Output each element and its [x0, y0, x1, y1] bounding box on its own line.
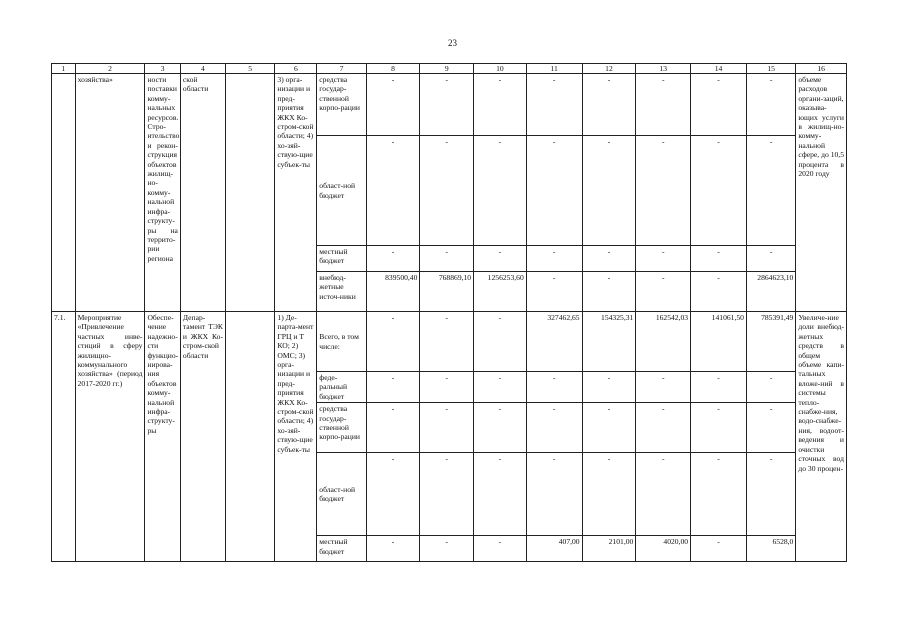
value-cell: - [420, 536, 474, 562]
value-cell: - [636, 74, 691, 136]
header-cell: 8 [366, 64, 420, 74]
measure-name-cell: Мероприятие «Привлечение частных инве-стиций в сферу жилищно-коммунального хозяйства» (период 2017-2020 гг.) [75, 312, 145, 562]
measure-goal-cell: ности поставки комму-нальных ресурсов. Стро-ительство и рекон-струкция объектов жилищ-но-комму-нальной инфра-структу-ры на террито-рии региона [145, 74, 180, 312]
header-cell: 1 [52, 64, 76, 74]
measure-goal-cell: Обеспе-чение надежно-сти функцио-нирова-ния объектов комму-нальной инфра-структу-ры [145, 312, 180, 562]
value-cell: - [746, 453, 795, 536]
value-cell: - [474, 536, 527, 562]
funding-source-cell: област-ной бюджет [317, 136, 366, 246]
value-cell: - [420, 136, 474, 246]
value-cell: - [636, 453, 691, 536]
item-number-cell: 7.1. [52, 312, 76, 562]
value-cell: - [366, 403, 420, 453]
value-cell: - [582, 246, 636, 272]
value-cell: 1256253,60 [474, 272, 527, 312]
col5-cell [226, 74, 275, 312]
funding-source-cell: средства государ-ственной корпо-рации [317, 74, 366, 136]
value-cell: - [366, 536, 420, 562]
table-row [52, 312, 847, 372]
value-cell: - [474, 453, 527, 536]
measure-name-cell: хозяйства» [75, 74, 145, 312]
col5-cell [226, 312, 275, 562]
value-cell: - [366, 74, 420, 136]
value-cell: 407,00 [526, 536, 582, 562]
header-cell: 14 [691, 64, 747, 74]
table-header-row [52, 64, 847, 74]
indicator-cell: объеме расходов органи-заций, оказыва-ющих услуги в жилищ-но-комму-нальной сфере, до 10,5 процента в 2020 году [796, 74, 847, 312]
value-cell: - [526, 372, 582, 403]
header-cell: 3 [145, 64, 180, 74]
budget-table [51, 63, 847, 562]
value-cell: - [582, 136, 636, 246]
header-cell: 15 [746, 64, 795, 74]
value-cell: - [746, 246, 795, 272]
value-cell: - [420, 372, 474, 403]
value-cell: - [691, 136, 747, 246]
value-cell: - [691, 453, 747, 536]
value-cell: 327462,65 [526, 312, 582, 372]
value-cell: 785391,49 [746, 312, 795, 372]
value-cell: - [746, 403, 795, 453]
value-cell: 839500,40 [366, 272, 420, 312]
value-cell: - [366, 136, 420, 246]
value-cell: - [366, 246, 420, 272]
value-cell: 141061,50 [691, 312, 747, 372]
funding-source-cell: местный бюджет [317, 536, 366, 562]
funding-source-cell: феде-ральный бюджет [317, 372, 366, 403]
responsible-cell: ской области [180, 74, 225, 312]
value-cell: - [526, 74, 582, 136]
value-cell: - [474, 246, 527, 272]
value-cell: - [526, 272, 582, 312]
value-cell: - [582, 372, 636, 403]
value-cell: - [420, 453, 474, 536]
value-cell: - [474, 403, 527, 453]
value-cell: - [420, 312, 474, 372]
value-cell: - [691, 272, 747, 312]
value-cell: - [636, 272, 691, 312]
header-cell: 2 [75, 64, 145, 74]
value-cell: - [746, 372, 795, 403]
indicator-cell: Увеличе-ние доли внебюд-жетных средств в общем объеме капи-тальных вложе-ний в системы тепло-снабже-ния, водо-снабже-ния, водоот-ведения и очистки сточных вод до 30 процен- [796, 312, 847, 562]
header-cell: 4 [180, 64, 225, 74]
header-cell: 11 [526, 64, 582, 74]
value-cell: - [746, 74, 795, 136]
header-cell: 5 [226, 64, 275, 74]
value-cell: - [636, 403, 691, 453]
value-cell: - [636, 246, 691, 272]
value-cell: - [582, 403, 636, 453]
value-cell: - [474, 136, 527, 246]
value-cell: - [366, 453, 420, 536]
value-cell: - [474, 372, 527, 403]
header-cell: 9 [420, 64, 474, 74]
responsible-cell: Депар-тамент ТЭК и ЖКХ Ко-стром-ской области [180, 312, 225, 562]
value-cell: 2101,00 [582, 536, 636, 562]
funding-source-cell: Всего, в том числе: [317, 312, 366, 372]
value-cell: - [366, 372, 420, 403]
value-cell: - [636, 372, 691, 403]
value-cell: - [474, 312, 527, 372]
value-cell: - [474, 74, 527, 136]
value-cell: - [420, 246, 474, 272]
funding-source-cell: средства государ-ственной корпо-рации [317, 403, 366, 453]
value-cell: - [691, 246, 747, 272]
value-cell: 154325,31 [582, 312, 636, 372]
value-cell: - [526, 246, 582, 272]
header-cell: 7 [317, 64, 366, 74]
value-cell: - [691, 372, 747, 403]
header-cell: 12 [582, 64, 636, 74]
value-cell: - [582, 272, 636, 312]
table-row [52, 74, 847, 136]
header-cell: 16 [796, 64, 847, 74]
header-cell: 13 [636, 64, 691, 74]
executors-cell: 3) орга-низации и пред-приятия ЖКХ Ко-стром-ской области; 4) хо-зяй-ствую-щие субъек-ты [275, 74, 317, 312]
value-cell: - [691, 403, 747, 453]
value-cell: - [691, 536, 747, 562]
value-cell: - [526, 403, 582, 453]
funding-source-cell: внебюд-жетные источ-ники [317, 272, 366, 312]
item-number-cell [52, 74, 76, 312]
value-cell: - [420, 74, 474, 136]
header-cell: 6 [275, 64, 317, 74]
value-cell: 6528,0 [746, 536, 795, 562]
value-cell: 2864623,10 [746, 272, 795, 312]
value-cell: - [746, 136, 795, 246]
executors-cell: 1) Де-парта-мент ГРЦ и Т КО; 2) ОМС; 3) орга-низации и пред-приятия ЖКХ Ко-стром-ской области; 4) хо-зяй-ствую-щие субъек-ты [275, 312, 317, 562]
funding-source-cell: местный бюджет [317, 246, 366, 272]
funding-source-cell: област-ной бюджет [317, 453, 366, 536]
value-cell: - [582, 74, 636, 136]
value-cell: 4020,00 [636, 536, 691, 562]
value-cell: - [420, 403, 474, 453]
value-cell: - [691, 74, 747, 136]
header-cell: 10 [474, 64, 527, 74]
value-cell: 162542,03 [636, 312, 691, 372]
value-cell: - [526, 453, 582, 536]
value-cell: - [582, 453, 636, 536]
value-cell: - [636, 136, 691, 246]
value-cell: 768869,10 [420, 272, 474, 312]
value-cell: - [526, 136, 582, 246]
value-cell: - [366, 312, 420, 372]
page-number: 23 [448, 38, 457, 48]
